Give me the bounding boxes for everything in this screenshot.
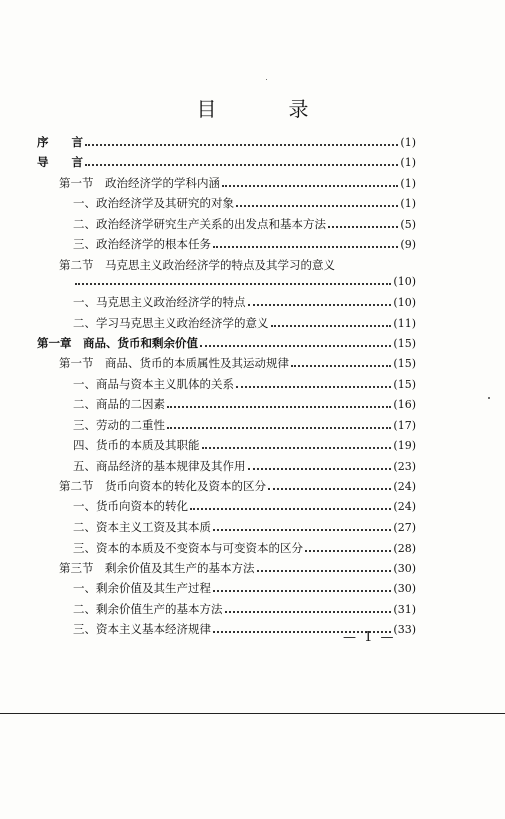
toc-entry-page: (1) <box>400 156 416 169</box>
toc-entry-page: (33) <box>393 623 416 636</box>
dot-leader <box>271 325 392 327</box>
dot-leader <box>213 590 391 592</box>
dot-leader <box>190 508 391 510</box>
toc-entry-page: (5) <box>400 218 416 231</box>
dot-leader <box>85 144 398 146</box>
toc-entry-page: (24) <box>393 500 416 513</box>
toc-entry <box>59 174 416 191</box>
toc-entry-label: 一、货币向资本的转化 <box>73 499 188 513</box>
toc-entry-page: (11) <box>393 317 416 330</box>
toc-entry <box>37 334 416 351</box>
toc-entry <box>73 457 416 474</box>
toc-entry <box>73 416 416 433</box>
toc-entry <box>59 477 416 494</box>
toc-entry-page: (10) <box>393 275 416 288</box>
toc-entry <box>73 314 416 331</box>
scan-speck <box>488 397 490 399</box>
toc-entry <box>73 497 416 514</box>
dot-leader <box>248 468 392 470</box>
toc-entry <box>73 194 416 211</box>
dot-leader <box>202 447 392 449</box>
dot-leader <box>167 427 391 429</box>
toc-entry <box>59 354 416 371</box>
toc-entry-label: 第二节 马克思主义政治经济学的特点及其学习的意义 <box>59 258 335 272</box>
toc-entry-page: (16) <box>393 398 416 411</box>
toc-entry-page: (23) <box>393 460 416 473</box>
toc-entry-page: (30) <box>393 562 416 575</box>
dot-leader <box>291 365 391 367</box>
toc-entry-label: 二、资本主义工资及其本质 <box>73 520 211 534</box>
toc-entry-label: 三、资本主义基本经济规律 <box>73 622 211 636</box>
toc-entry-label: 三、政治经济学的根本任务 <box>73 237 211 251</box>
toc-entry-page: (1) <box>400 136 416 149</box>
toc-entry-label: 一、商品与资本主义肌体的关系 <box>73 377 234 391</box>
toc-entry-label: 第一节 政治经济学的学科内涵 <box>59 176 220 190</box>
dot-leader <box>268 488 391 490</box>
dot-leader <box>225 611 392 613</box>
dot-leader <box>167 406 391 408</box>
toc-entry <box>73 600 416 617</box>
toc-entry <box>73 235 416 252</box>
toc-entry-label: 一、马克思主义政治经济学的特点 <box>73 295 246 309</box>
dot-leader <box>305 550 391 552</box>
toc-entry <box>73 215 416 232</box>
toc-entry-page: (15) <box>393 357 416 370</box>
dot-leader <box>213 246 398 248</box>
toc-entry-page: (10) <box>393 296 416 309</box>
page-number: — 1 — <box>343 630 396 645</box>
dot-leader <box>213 529 391 531</box>
toc-entry-label: 序 言 <box>37 135 83 149</box>
toc-entry-page: (19) <box>393 439 416 452</box>
dot-leader <box>236 386 391 388</box>
dot-leader <box>222 185 398 187</box>
bottom-rule <box>0 713 505 714</box>
toc-entry-page: (1) <box>400 197 416 210</box>
toc-entry-label: 二、政治经济学研究生产关系的出发点和基本方法 <box>73 217 326 231</box>
toc-entry-label: 一、剩余价值及其生产过程 <box>73 581 211 595</box>
toc-entry-page: (15) <box>393 378 416 391</box>
toc-entry-label: 二、剩余价值生产的基本方法 <box>73 602 223 616</box>
toc-entry-label: 导 言 <box>37 155 83 169</box>
toc-entry <box>73 375 416 392</box>
toc-entry <box>73 518 416 535</box>
toc-entry <box>73 272 416 289</box>
dot-leader <box>75 283 391 285</box>
toc-entry <box>73 436 416 453</box>
toc-entry-label: 一、政治经济学及其研究的对象 <box>73 196 234 210</box>
dot-leader <box>85 164 398 166</box>
dot-leader <box>236 205 398 207</box>
dot-leader <box>248 304 392 306</box>
toc-entry-page: (1) <box>400 177 416 190</box>
toc-entry-label: 第一节 商品、货币的本质属性及其运动规律 <box>59 356 289 370</box>
dot-leader <box>328 226 398 228</box>
toc-entry-label: 第一章 商品、货币和剩余价值 <box>37 336 198 350</box>
toc-entry <box>37 153 416 170</box>
toc-entry <box>73 579 416 596</box>
toc-entry-page: (27) <box>393 521 416 534</box>
toc-entry <box>37 133 416 150</box>
toc-entry-page: (28) <box>393 542 416 555</box>
toc-entry <box>73 395 416 412</box>
toc-entry-page: (30) <box>393 582 416 595</box>
toc-entry-label: 第二节 货币向资本的转化及资本的区分 <box>59 479 266 493</box>
toc-entry-label: 二、商品的二因素 <box>73 397 165 411</box>
toc-entry-label: 二、学习马克思主义政治经济学的意义 <box>73 316 269 330</box>
toc-entry-label: 四、货币的本质及其职能 <box>73 438 200 452</box>
dot-leader <box>257 570 392 572</box>
toc-entry-page: (17) <box>393 419 416 432</box>
toc-entry-label: 三、劳动的二重性 <box>73 418 165 432</box>
toc-entry <box>73 293 416 310</box>
toc-entry <box>59 559 416 576</box>
toc-entry-label: 五、商品经济的基本规律及其作用 <box>73 459 246 473</box>
scan-speck <box>266 79 267 80</box>
toc-entry <box>59 256 335 273</box>
dot-leader <box>200 345 391 347</box>
toc-entry <box>73 539 416 556</box>
page-title: 目 录 <box>196 97 335 121</box>
toc-entry-page: (31) <box>393 603 416 616</box>
toc-entry-page: (24) <box>393 480 416 493</box>
toc-entry-page: (15) <box>393 337 416 350</box>
toc-entry-page: (9) <box>400 238 416 251</box>
toc-entry-label: 三、资本的本质及不变资本与可变资本的区分 <box>73 541 303 555</box>
toc-entry-label: 第三节 剩余价值及其生产的基本方法 <box>59 561 255 575</box>
